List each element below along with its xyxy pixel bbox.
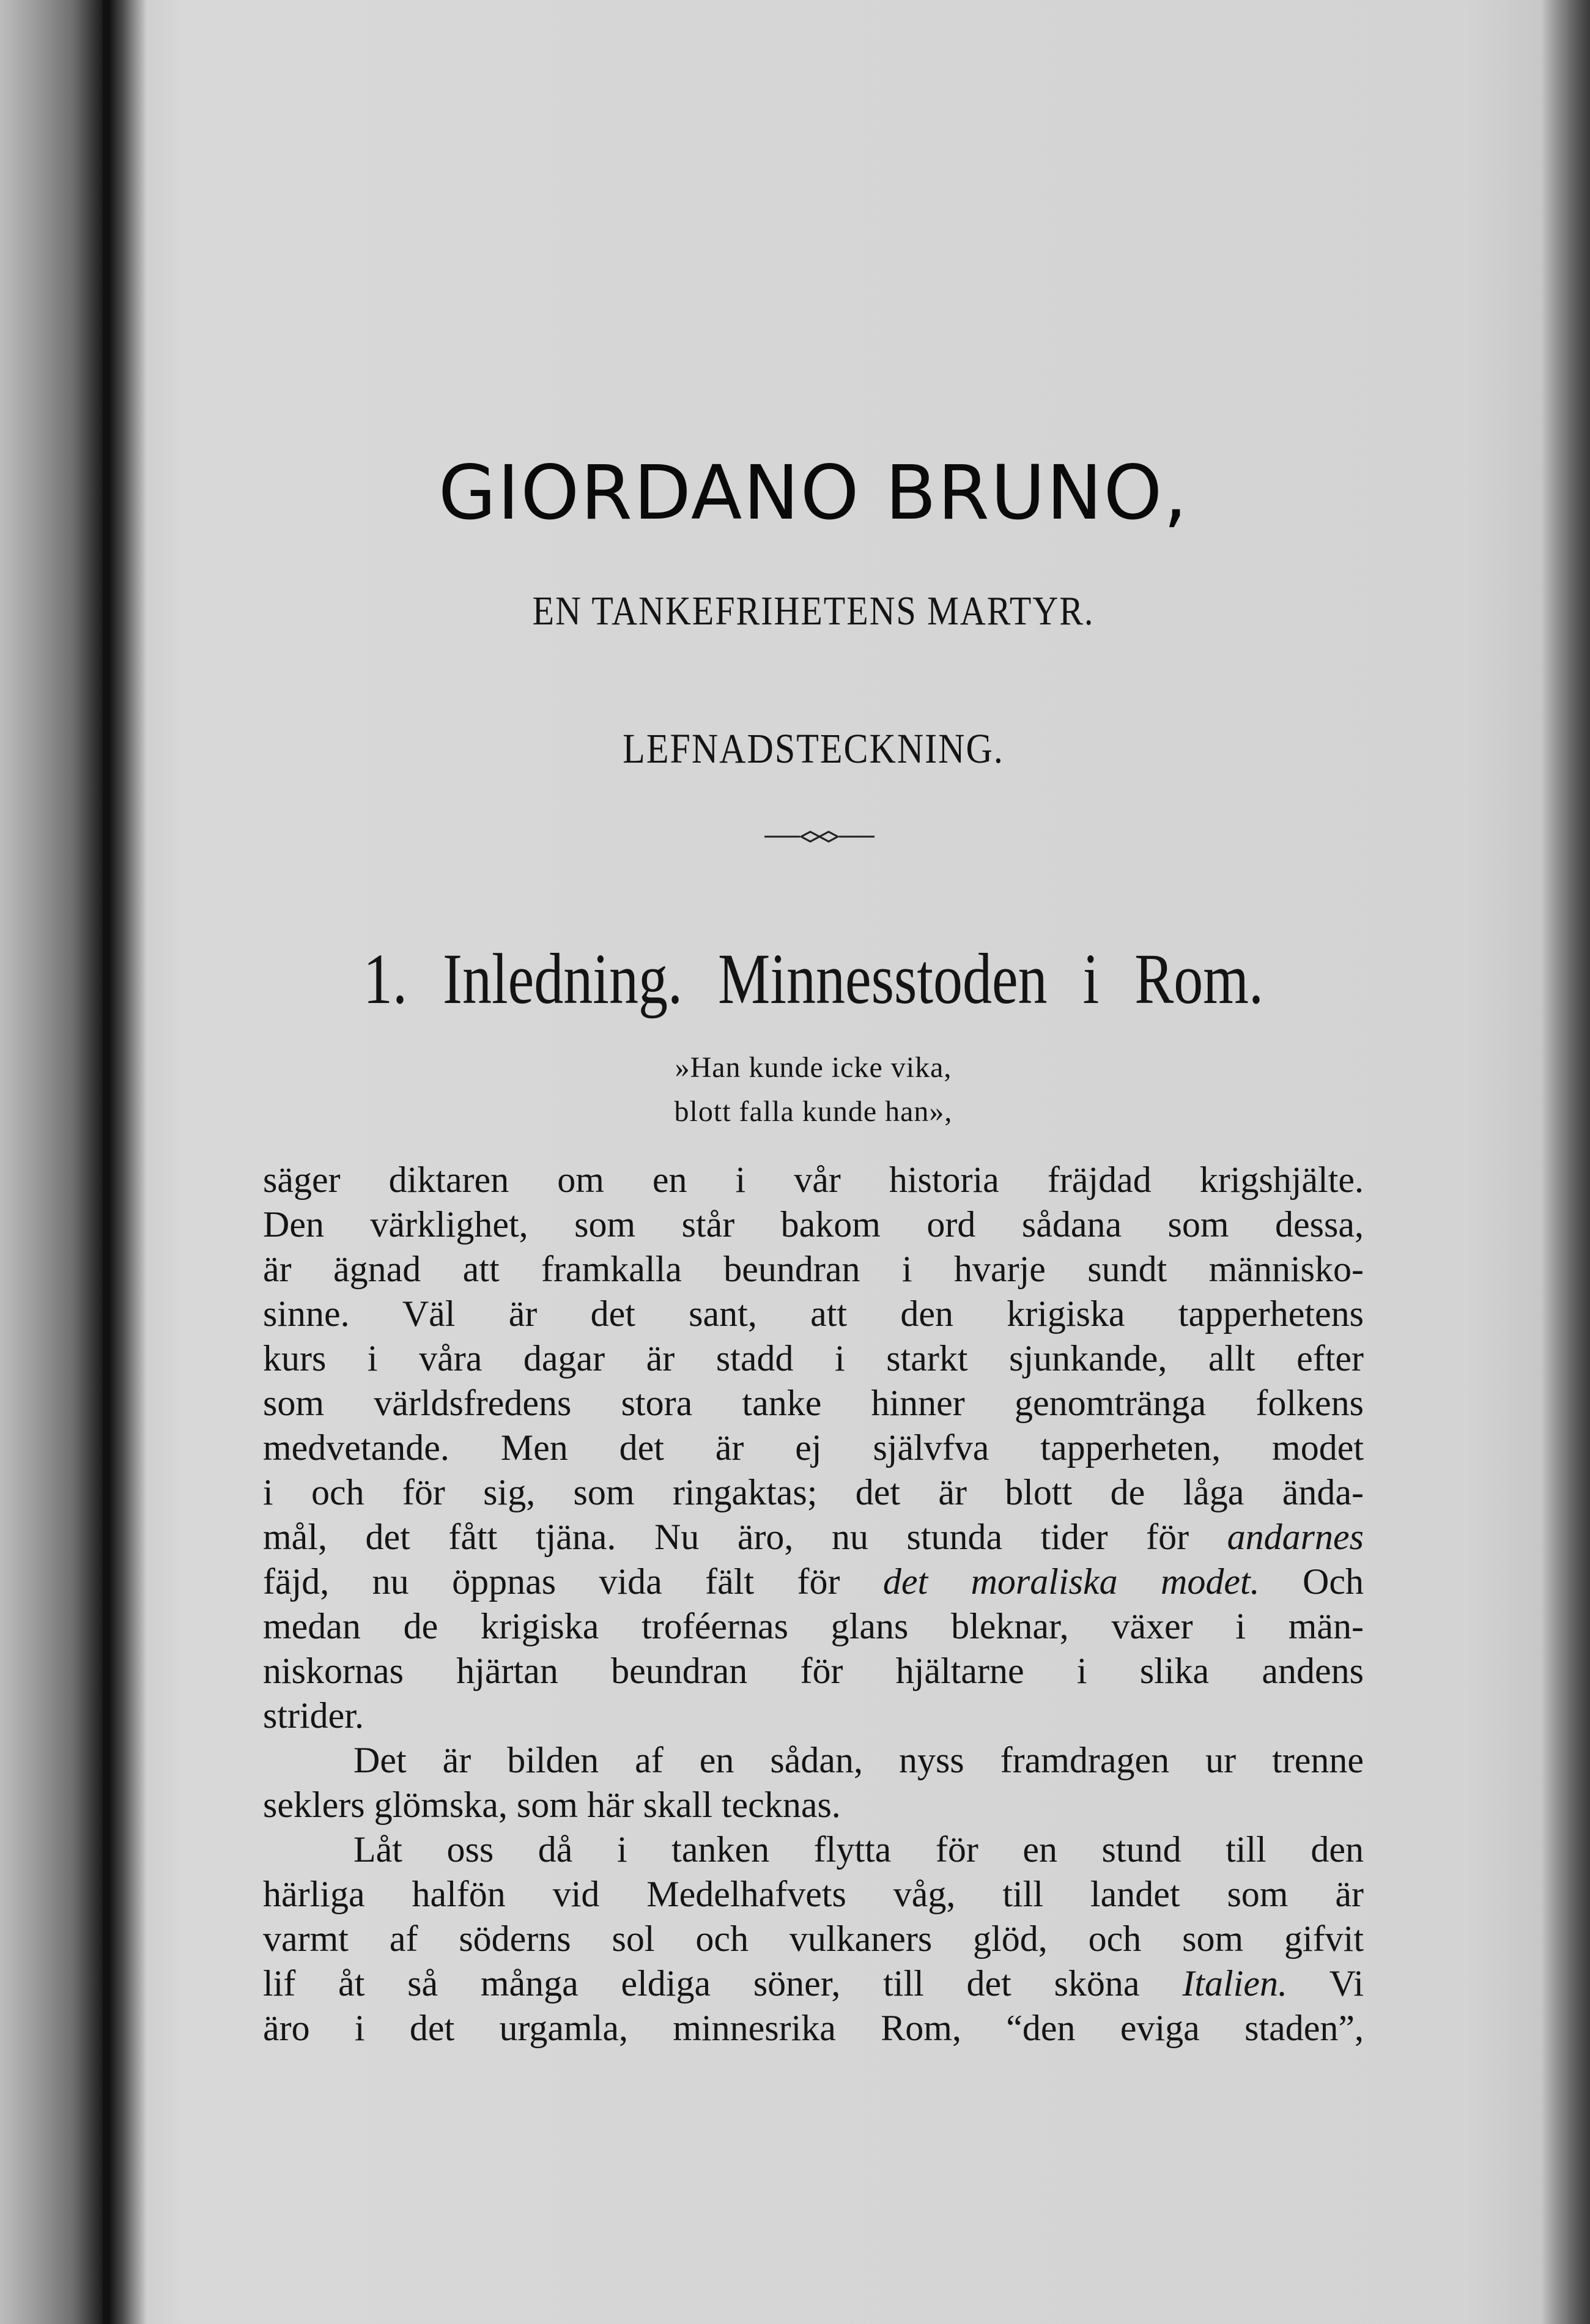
body-line-9	[263, 1515, 1364, 1560]
body-line-12: niskornas hjärtan beundran för hjältarne i slika andens	[263, 1651, 1364, 1691]
chapter-title-part-b: Minnesstoden i Rom.	[717, 939, 1263, 1019]
body-line-3: är ägnad att framkalla beundran i hvarje sundt människo-	[263, 1249, 1364, 1289]
chapter-heading	[263, 938, 1364, 1020]
italic-det-moraliska-modet: det moraliska modet.	[882, 1561, 1260, 1602]
body-line-18: varmt af söderns sol och vulkaners glöd, och som gifvit	[263, 1919, 1364, 1959]
body-text	[263, 1158, 1364, 2051]
body-line-6: som världsfredens stora tanke hinner genomtränga folkens	[263, 1383, 1364, 1423]
body-line-16: Låt oss då i tanken flytta för en stund till den	[353, 1829, 1364, 1870]
chapter-title-part-a: Inledning.	[443, 939, 682, 1019]
italic-andarnes: andarnes	[1227, 1517, 1364, 1557]
body-line-1: säger diktaren om en i vår historia fräjdad krigshjälte.	[263, 1160, 1364, 1200]
body-line-7: medvetande. Men det är ej självfva tapperheten, modet	[263, 1427, 1364, 1468]
body-line-19	[263, 1961, 1364, 2006]
page-content	[263, 0, 1364, 2324]
body-line-13: strider.	[263, 1695, 364, 1736]
body-line-2: Den värklighet, som står bakom ord sådana som dessa,	[263, 1204, 1364, 1245]
chapter-number: 1.	[363, 939, 408, 1019]
body-line-10-end: Och	[1303, 1561, 1364, 1602]
body-line-14: Det är bilden af en sådan, nyss framdragen ur trenne	[353, 1740, 1364, 1780]
body-line-5: kurs i våra dagar är stadd i starkt sjunkande, allt efter	[263, 1338, 1364, 1378]
body-line-19-end: Vi	[1329, 1963, 1364, 2004]
body-line-10-text: fäjd, nu öppnas vida fält för	[263, 1561, 840, 1602]
body-line-20: äro i det urgamla, minnesrika Rom, “den eviga staden”,	[263, 2008, 1364, 2048]
italic-italien: Italien.	[1182, 1963, 1287, 2004]
body-line-4: sinne. Väl är det sant, att den krigiska tapperhetens	[263, 1293, 1364, 1334]
body-line-9-text: mål, det fått tjäna. Nu äro, nu stunda tider för	[263, 1517, 1189, 1557]
body-line-11: medan de krigiska troféernas glans bleknar, växer i män-	[263, 1606, 1364, 1646]
page-edge-shadow	[1541, 0, 1590, 2324]
body-line-15: seklers glömska, som här skall tecknas.	[263, 1785, 841, 1825]
body-line-19-text: lif åt så många eldiga söner, till det sköna	[263, 1963, 1140, 2004]
section-heading: LEFNADSTECKNING.	[623, 725, 1004, 772]
body-line-17: härliga halfön vid Medelhafvets våg, till landet som är	[263, 1874, 1364, 1914]
book-subtitle: EN TANKEFRIHETENS MARTYR.	[532, 588, 1095, 634]
motto-line-1: »Han kunde icke vika,	[675, 1051, 952, 1084]
book-title: GIORDANO BRUNO,	[438, 450, 1189, 536]
body-line-10	[263, 1560, 1364, 1604]
motto-line-2: blott falla kunde han»,	[674, 1095, 953, 1128]
body-line-8: i och för sig, som ringaktas; det är blott de låga ända-	[263, 1472, 1364, 1512]
motto-quote	[263, 1046, 1364, 1134]
book-spine-edge	[103, 0, 110, 2324]
ornament-divider-icon	[764, 831, 875, 843]
